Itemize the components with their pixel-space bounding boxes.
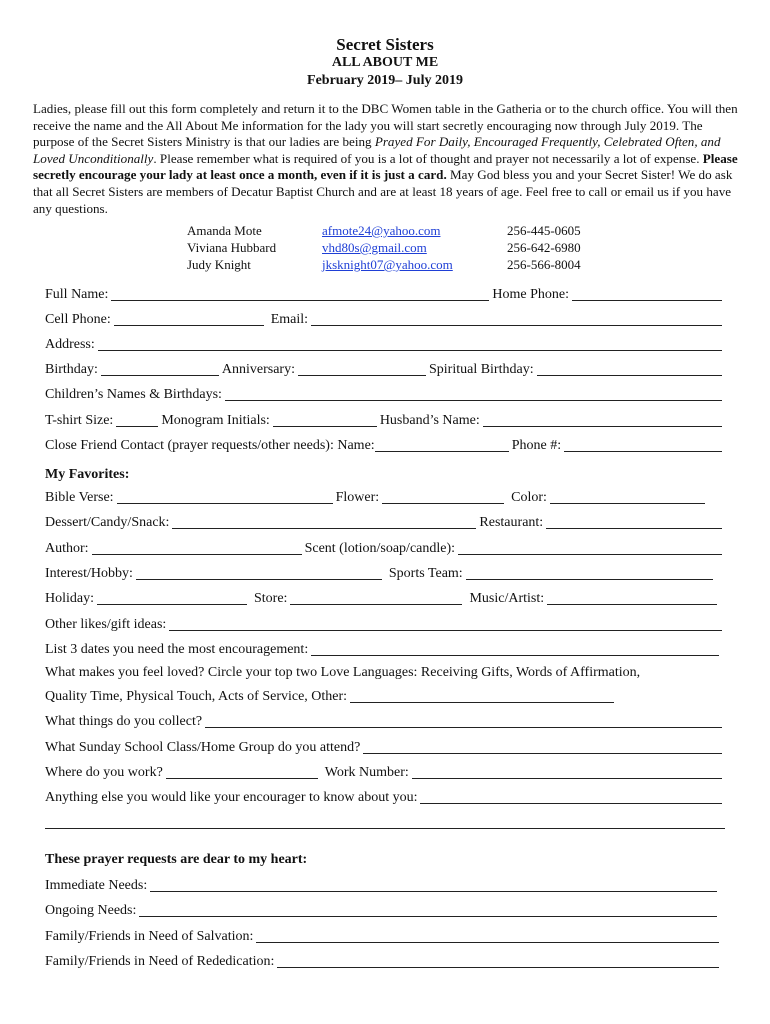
intro-text-2: . Please remember what is required of you is a lot of thought and prayer not necessarily a lot of expense. xyxy=(153,150,703,166)
full-name-field[interactable] xyxy=(111,287,489,301)
address-label: Address: xyxy=(45,337,95,352)
row-address xyxy=(45,334,725,353)
contact-email-link[interactable]: vhd80s@gmail.com xyxy=(322,240,427,255)
contact-emails xyxy=(322,222,453,273)
collect-field[interactable] xyxy=(205,714,722,728)
author-field[interactable] xyxy=(92,541,302,555)
contact-phone: 256-445-0605 xyxy=(507,223,581,238)
contact-name: Viviana Hubbard xyxy=(187,240,277,255)
row-dessert xyxy=(45,512,725,531)
birthday-label: Birthday: xyxy=(45,362,98,377)
anniversary-label: Anniversary: xyxy=(221,362,295,377)
work-field[interactable] xyxy=(166,765,318,779)
collect-label: What things do you collect? xyxy=(45,714,203,729)
intro-italic-text: Prayed For Daily, Encouraged Frequently, Celebrated Often, and Loved Unconditionally xyxy=(33,134,721,166)
form-subtitle: ALL ABOUT ME xyxy=(331,55,439,70)
row-anything-else xyxy=(45,787,725,806)
row-other-likes xyxy=(45,614,725,633)
intro-paragraph xyxy=(33,101,739,217)
holiday-label: Holiday: xyxy=(45,591,94,606)
row-rededication xyxy=(45,951,725,970)
music-label: Music/Artist: xyxy=(469,591,545,606)
full-name-label: Full Name: xyxy=(45,287,109,302)
color-label: Color: xyxy=(511,490,547,505)
contact-phones xyxy=(507,222,581,273)
interest-field[interactable] xyxy=(136,566,382,580)
dessert-label: Dessert/Candy/Snack: xyxy=(45,515,170,530)
contact-name: Amanda Mote xyxy=(187,223,262,238)
email-field[interactable] xyxy=(311,312,722,326)
form-dates: February 2019– July 2019 xyxy=(307,73,463,88)
work-number-field[interactable] xyxy=(412,765,722,779)
husband-field[interactable] xyxy=(483,413,722,427)
row-dates xyxy=(45,359,725,378)
address-field[interactable] xyxy=(98,337,722,351)
other-likes-label: Other likes/gift ideas: xyxy=(45,617,167,632)
scent-field[interactable] xyxy=(458,541,722,555)
close-friend-name-field[interactable] xyxy=(375,438,509,452)
bible-verse-field[interactable] xyxy=(117,490,333,504)
row-love-languages-other xyxy=(45,686,725,705)
anniversary-field[interactable] xyxy=(298,362,426,376)
home-phone-label: Home Phone: xyxy=(492,287,569,302)
email-label: Email: xyxy=(270,312,309,327)
favorites-heading: My Favorites: xyxy=(45,467,130,482)
tshirt-label: T-shirt Size: xyxy=(45,413,114,428)
monogram-field[interactable] xyxy=(273,413,377,427)
author-label: Author: xyxy=(45,541,89,556)
love-languages-other-field[interactable] xyxy=(350,689,614,703)
work-label: Where do you work? xyxy=(45,765,163,780)
contact-names xyxy=(187,222,276,273)
other-likes-field[interactable] xyxy=(169,617,722,631)
restaurant-field[interactable] xyxy=(546,515,722,529)
color-field[interactable] xyxy=(550,490,705,504)
music-field[interactable] xyxy=(547,591,717,605)
encouragement-dates-field[interactable] xyxy=(311,642,719,656)
anything-else-label: Anything else you would like your encourager to know about you: xyxy=(45,790,418,805)
rededication-field[interactable] xyxy=(277,954,719,968)
store-label: Store: xyxy=(254,591,288,606)
contact-email-link[interactable]: jksknight07@yahoo.com xyxy=(322,257,453,272)
row-encouragement-dates xyxy=(45,639,725,658)
row-close-friend xyxy=(45,435,725,454)
scent-label: Scent (lotion/soap/candle): xyxy=(304,541,456,556)
anything-else-extra-line[interactable] xyxy=(45,828,725,829)
love-languages-question: What makes you feel loved? Circle your top two Love Languages: Receiving Gifts, Words of Affirmation, xyxy=(45,665,641,680)
row-work xyxy=(45,762,725,781)
dessert-field[interactable] xyxy=(172,515,476,529)
spiritual-birthday-label: Spiritual Birthday: xyxy=(428,362,534,377)
prayer-heading: These prayer requests are dear to my heart: xyxy=(45,852,308,867)
cell-phone-field[interactable] xyxy=(114,312,264,326)
contact-name: Judy Knight xyxy=(187,257,251,272)
row-collect xyxy=(45,711,725,730)
restaurant-label: Restaurant: xyxy=(479,515,544,530)
children-field[interactable] xyxy=(225,387,722,401)
form-title: Secret Sisters xyxy=(336,35,434,54)
work-number-label: Work Number: xyxy=(324,765,409,780)
holiday-field[interactable] xyxy=(97,591,247,605)
sunday-school-field[interactable] xyxy=(363,740,722,754)
spiritual-birthday-field[interactable] xyxy=(537,362,722,376)
ongoing-needs-label: Ongoing Needs: xyxy=(45,903,137,918)
intro-bold-text: Please secretly encourage your lady at least once a month, even if it is just a card. xyxy=(33,150,738,183)
row-tshirt xyxy=(45,410,725,429)
row-immediate-needs xyxy=(45,875,725,894)
ongoing-needs-field[interactable] xyxy=(139,903,717,917)
birthday-field[interactable] xyxy=(101,362,219,376)
flower-label: Flower: xyxy=(335,490,380,505)
contact-phone: 256-566-8004 xyxy=(507,257,581,272)
row-holiday xyxy=(45,588,725,607)
intro-text-1: Ladies, please fill out this form completely and return it to the DBC Women table in the Gatheria or to the church office. You will then receive the name and the All About Me information for the lady you will start secretly encouraging now through July 2019. The purpose of the Secret Sisters Ministry is that our ladies are being xyxy=(33,101,738,150)
rededication-label: Family/Friends in Need of Rededication: xyxy=(45,954,275,969)
row-author xyxy=(45,538,725,557)
anything-else-field[interactable] xyxy=(420,790,722,804)
salvation-label: Family/Friends in Need of Salvation: xyxy=(45,929,254,944)
flower-field[interactable] xyxy=(382,490,504,504)
children-label: Children’s Names & Birthdays: xyxy=(45,387,222,402)
close-friend-label: Close Friend Contact (prayer requests/other needs): Name: xyxy=(45,438,375,453)
bible-verse-label: Bible Verse: xyxy=(45,490,114,505)
row-cell-email xyxy=(45,309,725,328)
home-phone-field[interactable] xyxy=(572,287,722,301)
immediate-needs-field[interactable] xyxy=(150,878,717,892)
friend-phone-field[interactable] xyxy=(564,438,722,452)
row-interest xyxy=(45,563,725,582)
encouragement-dates-label: List 3 dates you need the most encouragement: xyxy=(45,642,309,657)
sports-field[interactable] xyxy=(466,566,713,580)
row-children xyxy=(45,384,725,403)
sports-label: Sports Team: xyxy=(388,566,463,581)
row-ongoing-needs xyxy=(45,900,725,919)
tshirt-field[interactable] xyxy=(116,413,158,427)
salvation-field[interactable] xyxy=(256,929,719,943)
row-name xyxy=(45,284,725,303)
love-languages-other-label: Quality Time, Physical Touch, Acts of Service, Other: xyxy=(45,689,348,704)
monogram-label: Monogram Initials: xyxy=(161,413,270,428)
cell-phone-label: Cell Phone: xyxy=(45,312,111,327)
row-bible-verse xyxy=(45,487,725,506)
row-sunday-school xyxy=(45,737,725,756)
store-field[interactable] xyxy=(290,591,462,605)
friend-phone-label: Phone #: xyxy=(511,438,562,453)
row-salvation xyxy=(45,926,725,945)
sunday-school-label: What Sunday School Class/Home Group do you attend? xyxy=(45,740,361,755)
intro-text-3: May God bless you and your Secret Sister! We do ask that all Secret Sisters are members of Decatur Baptist Church and are at least 18 years of age. Feel free to call or email us if you have any questions. xyxy=(33,167,733,216)
contact-phone: 256-642-6980 xyxy=(507,240,581,255)
interest-label: Interest/Hobby: xyxy=(45,566,133,581)
contact-email-link[interactable]: afmote24@yahoo.com xyxy=(322,223,441,238)
husband-label: Husband’s Name: xyxy=(379,413,480,428)
immediate-needs-label: Immediate Needs: xyxy=(45,878,148,893)
